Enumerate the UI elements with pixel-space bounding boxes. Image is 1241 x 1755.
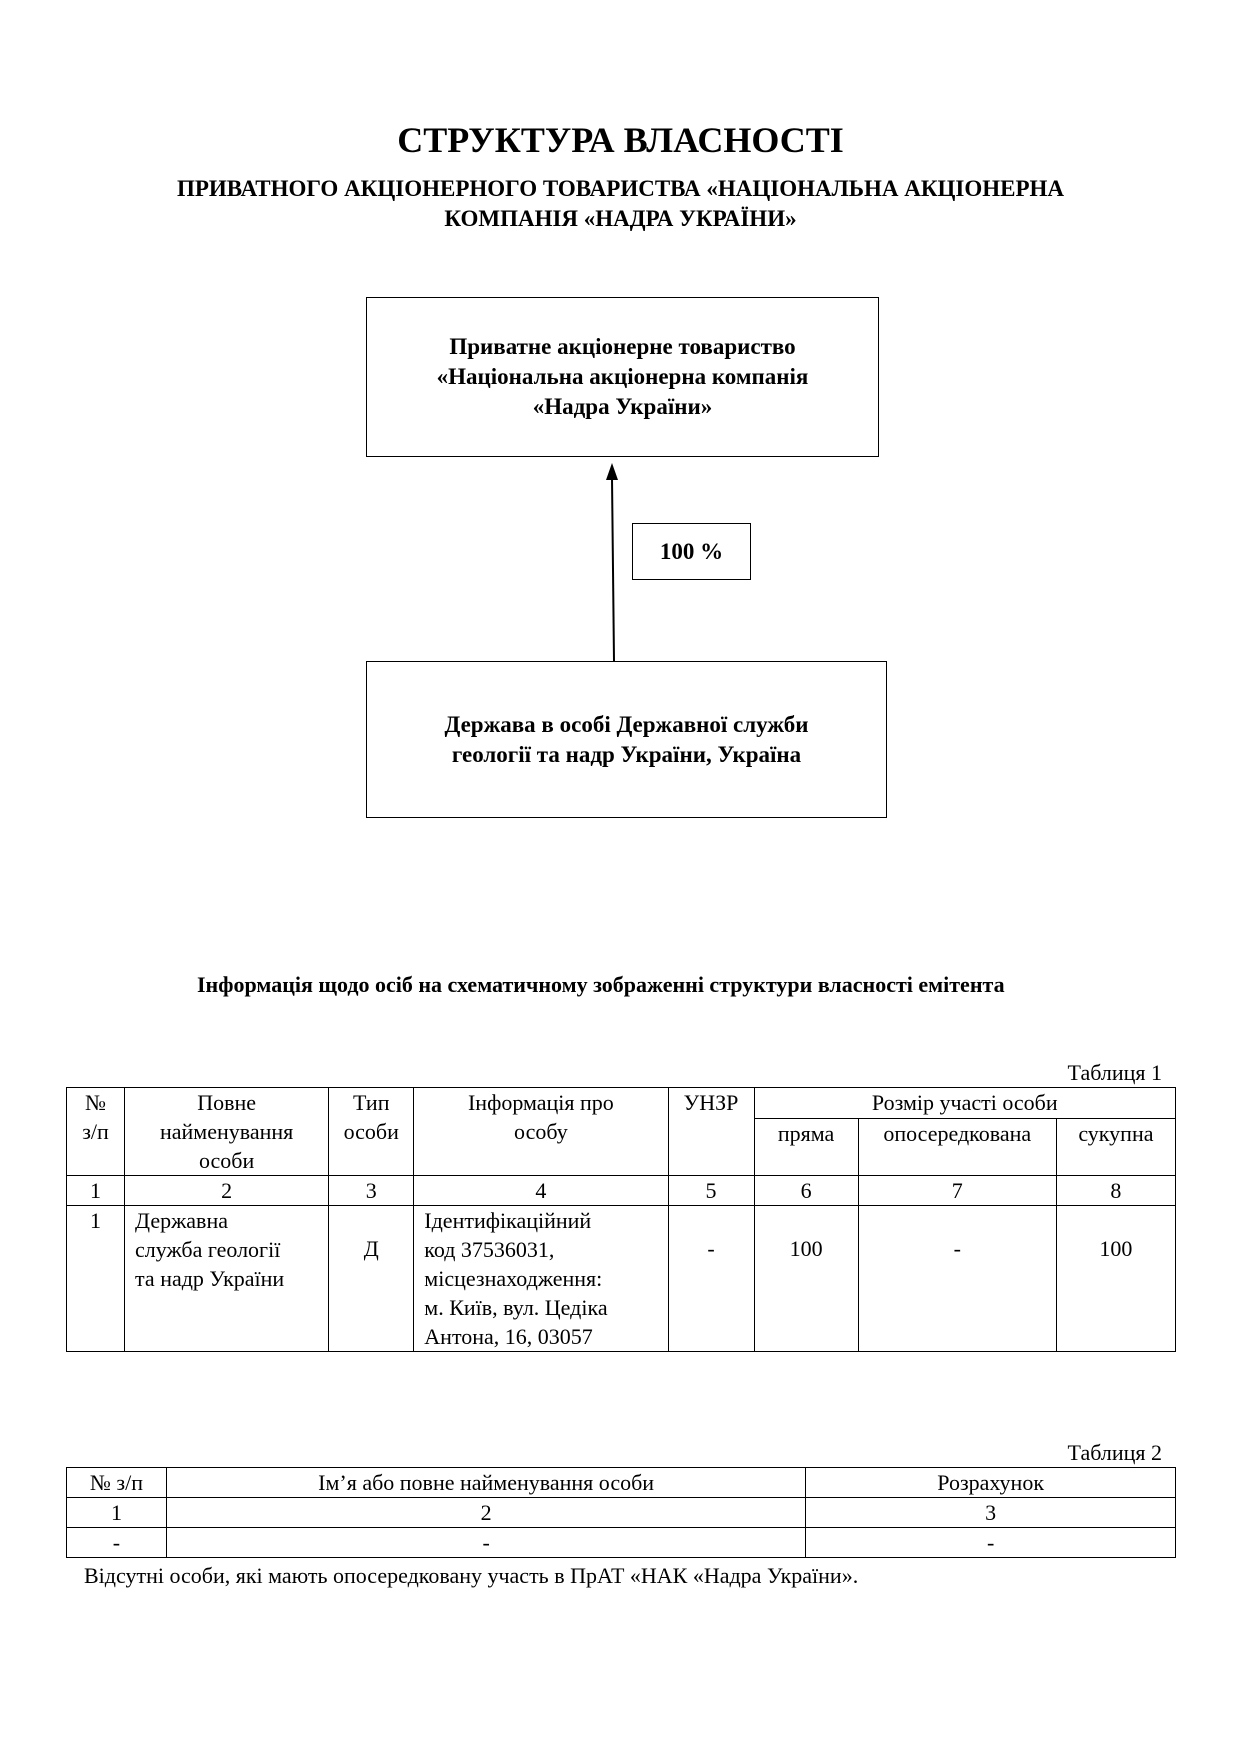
col-number: 3 (806, 1498, 1176, 1528)
row-info: Ідентифікаційний код 37536031, місцезнаходження: м. Київ, вул. Цедіка Антона, 16, 03057 (414, 1206, 668, 1352)
subtitle-line-2: КОМПАНІЯ «НАДРА УКРАЇНИ» (444, 206, 797, 231)
header-type: Тип особи (329, 1088, 414, 1176)
ownership-table (66, 1087, 1176, 1352)
col-number: 6 (754, 1176, 858, 1206)
header-no: № з/п (67, 1088, 125, 1176)
header-indirect: опосередкована (858, 1119, 1056, 1176)
header-calculation: Розрахунок (806, 1468, 1176, 1498)
header-total: сукупна (1056, 1119, 1175, 1176)
header-info: Інформація про особу (414, 1088, 668, 1176)
document-title: СТРУКТУРА ВЛАСНОСТІ (397, 120, 844, 160)
col-number: 1 (67, 1498, 167, 1528)
header-unzr: УНЗР (668, 1088, 754, 1176)
table-row (67, 1528, 1176, 1558)
subtitle-line-1: ПРИВАТНОГО АКЦІОНЕРНОГО ТОВАРИСТВА «НАЦІОНАЛЬНА АКЦІОНЕРНА (176, 176, 1065, 201)
header-name: Повне найменування особи (125, 1088, 329, 1176)
row-calculation: - (806, 1528, 1176, 1558)
header-direct: пряма (754, 1119, 858, 1176)
ownership-percentage: 100 % (659, 538, 724, 564)
header-no: № з/п (67, 1468, 167, 1498)
row-name: Державна служба геології та надр України (125, 1206, 329, 1352)
row-direct: 100 (754, 1206, 858, 1352)
col-number: 4 (414, 1176, 668, 1206)
row-no: 1 (67, 1206, 125, 1352)
row-no: - (67, 1528, 167, 1558)
owner-line-1: Держава в особі Державної служби (444, 711, 809, 737)
table1-header-row (67, 1088, 1176, 1119)
table2-caption: Таблиця 2 (1067, 1440, 1162, 1465)
issuer-line-3: «Надра України» (532, 394, 713, 419)
table2-header-row (67, 1468, 1176, 1498)
row-type: Д (329, 1206, 414, 1352)
section-title: Інформація щодо осіб на схематичному зображенні структури власності емітента (197, 972, 1005, 997)
col-number: 7 (858, 1176, 1056, 1206)
col-number: 1 (67, 1176, 125, 1206)
table2-number-row (67, 1498, 1176, 1528)
footer-note: Відсутні особи, які мають опосередковану участь в ПрАТ «НАК «Надра України». (84, 1563, 859, 1588)
col-number: 2 (166, 1498, 805, 1528)
col-number: 5 (668, 1176, 754, 1206)
col-number: 8 (1056, 1176, 1175, 1206)
row-total: 100 (1056, 1206, 1175, 1352)
table-row (67, 1206, 1176, 1352)
row-name: - (166, 1528, 805, 1558)
row-unzr: - (668, 1206, 754, 1352)
table1-number-row (67, 1176, 1176, 1206)
issuer-line-1: Приватне акціонерне товариство (449, 334, 796, 359)
row-indirect: - (858, 1206, 1056, 1352)
table1-caption: Таблиця 1 (1067, 1060, 1162, 1085)
header-participation: Розмір участі особи (754, 1088, 1175, 1119)
header-name: Ім’я або повне найменування особи (166, 1468, 805, 1498)
issuer-line-2: «Національна акціонерна компанія (436, 364, 809, 389)
owner-line-2: геології та надр України, Україна (451, 741, 802, 767)
ownership-percentage-box (632, 523, 751, 580)
col-number: 3 (329, 1176, 414, 1206)
indirect-participation-table (66, 1467, 1176, 1558)
col-number: 2 (125, 1176, 329, 1206)
owner-box (366, 661, 887, 818)
